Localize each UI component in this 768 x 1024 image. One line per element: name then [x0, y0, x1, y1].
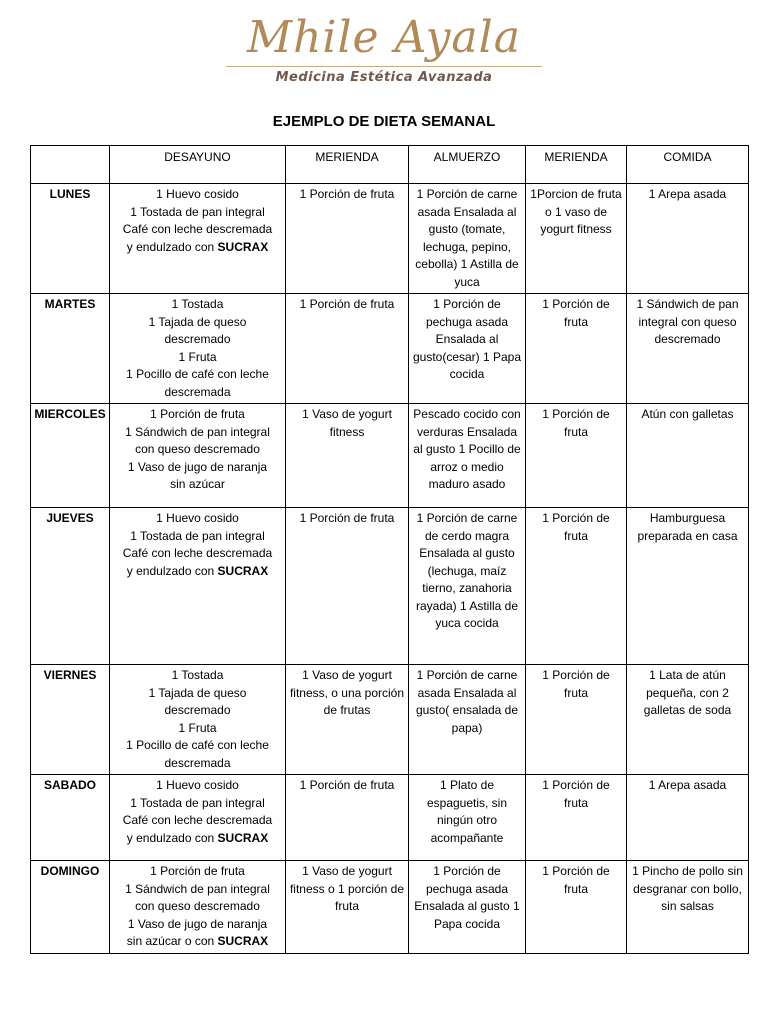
comida-cell — [627, 665, 749, 775]
almuerzo-cell-text: Pescado cocido con verduras Ensalada al gusto 1 Pocillo de arroz o medio maduro asado — [413, 407, 521, 491]
desayuno-line: 1 Pocillo de café con leche — [126, 367, 269, 381]
desayuno-line: con queso descremado — [135, 899, 260, 913]
day-cell: SABADO — [31, 775, 110, 861]
almuerzo-cell-text: 1 Porción de carne asada Ensalada al gusto (tomate, lechuga, pepino, cebolla) 1 Astilla de yuca — [415, 187, 519, 289]
merienda-1-cell-text: 1 Porción de fruta — [299, 297, 395, 311]
brand-name: Mhile Ayala — [247, 12, 521, 63]
comida-cell-text: 1 Arepa asada — [648, 778, 727, 792]
merienda-2-cell-text: 1 Porción de fruta — [542, 407, 610, 439]
desayuno-line: 1 Vaso de jugo de naranja — [127, 459, 268, 474]
header-desayuno: DESAYUNO — [110, 146, 286, 184]
merienda-1-cell — [286, 861, 409, 954]
merienda-2-cell — [526, 508, 627, 665]
desayuno-cell — [110, 665, 286, 775]
day-cell: DOMINGO — [31, 861, 110, 954]
day-cell: MARTES — [31, 294, 110, 404]
almuerzo-cell — [409, 294, 526, 404]
day-cell: VIERNES — [31, 665, 110, 775]
almuerzo-cell-text: 1 Plato de espaguetis, sin ningún otro acompañante — [426, 778, 508, 845]
almuerzo-cell — [409, 775, 526, 861]
almuerzo-cell-text: 1 Porción de carne de cerdo magra Ensalada al gusto (lechuga, maíz tierno, zanahoria rayada) 1 Astilla de yuca cocida — [415, 511, 519, 630]
almuerzo-cell-text: 1 Porción de pechuga asada Ensalada al gusto(cesar) 1 Papa cocida — [412, 297, 522, 381]
desayuno-line: con queso descremado — [135, 442, 260, 456]
almuerzo-cell — [409, 508, 526, 665]
merienda-2-cell-text: 1 Porción de fruta — [542, 511, 610, 543]
merienda-2-cell — [526, 294, 627, 404]
desayuno-line: sin azúcar o con SUCRAX — [126, 934, 269, 948]
merienda-2-cell-text: 1 Porción de fruta — [542, 668, 610, 700]
header-merienda-1: MERIENDA — [286, 146, 409, 184]
desayuno-line: 1 Fruta — [178, 349, 217, 364]
desayuno-line: descremado — [164, 703, 231, 717]
merienda-1-cell — [286, 294, 409, 404]
merienda-2-cell — [526, 861, 627, 954]
desayuno-line: 1 Porción de fruta — [150, 864, 245, 878]
desayuno-line: sin azúcar — [170, 477, 225, 491]
desayuno-line: 1 Tajada de queso — [148, 685, 247, 700]
table-row — [31, 404, 749, 508]
header-row — [31, 146, 749, 184]
clinic-logo — [0, 0, 768, 110]
logo-divider — [226, 66, 542, 67]
comida-cell — [627, 404, 749, 508]
table-row — [31, 184, 749, 294]
desayuno-line: 1 Tostada de pan integral — [130, 795, 265, 810]
desayuno-line: 1 Sándwich de pan integral — [125, 881, 270, 896]
merienda-1-cell — [286, 508, 409, 665]
desayuno-line: 1 Tostada de pan integral — [130, 204, 265, 219]
desayuno-line: y endulzado con SUCRAX — [126, 563, 269, 578]
comida-cell — [627, 861, 749, 954]
desayuno-line: 1 Tostada — [171, 668, 224, 682]
desayuno-line: 1 Huevo cosido — [156, 778, 239, 792]
merienda-1-cell-text: 1 Vaso de yogurt fitness — [302, 407, 392, 439]
diet-table — [30, 145, 749, 954]
comida-cell — [627, 508, 749, 665]
merienda-1-cell-text: 1 Porción de fruta — [299, 511, 395, 525]
merienda-2-cell-text: 1 Porción de fruta — [542, 864, 610, 896]
desayuno-line: 1 Pocillo de café con leche — [126, 738, 269, 752]
comida-cell — [627, 775, 749, 861]
desayuno-line: Café con leche descremada — [122, 813, 273, 827]
comida-cell-text: 1 Pincho de pollo sin desgranar con bollo, sin salsas — [632, 864, 743, 913]
comida-cell-text: 1 Sándwich de pan integral con queso descremado — [636, 297, 739, 346]
day-cell: JUEVES — [31, 508, 110, 665]
comida-cell-text: 1 Arepa asada — [648, 187, 727, 201]
merienda-1-cell — [286, 184, 409, 294]
desayuno-line: descremada — [164, 755, 231, 770]
desayuno-cell — [110, 508, 286, 665]
desayuno-line: descremado — [164, 332, 231, 346]
table-row — [31, 294, 749, 404]
desayuno-line: 1 Fruta — [178, 720, 217, 735]
merienda-2-cell — [526, 404, 627, 508]
desayuno-line: 1 Sándwich de pan integral — [125, 424, 270, 439]
merienda-1-cell-text: 1 Porción de fruta — [299, 187, 395, 201]
header-merienda-2: MERIENDA — [526, 146, 627, 184]
desayuno-cell — [110, 404, 286, 508]
desayuno-line: 1 Vaso de jugo de naranja — [127, 916, 268, 931]
comida-cell-text: 1 Lata de atún pequeña, con 2 galletas de soda — [643, 668, 732, 717]
table-row — [31, 665, 749, 775]
desayuno-line: descremada — [164, 384, 231, 399]
desayuno-line: 1 Tajada de queso — [148, 314, 247, 329]
desayuno-line: Café con leche descremada — [122, 222, 273, 236]
merienda-1-cell — [286, 665, 409, 775]
desayuno-cell — [110, 294, 286, 404]
almuerzo-cell — [409, 184, 526, 294]
header-comida: COMIDA — [627, 146, 749, 184]
merienda-2-cell-text: 1 Porción de fruta — [542, 778, 610, 810]
almuerzo-cell — [409, 861, 526, 954]
almuerzo-cell-text: 1 Porción de carne asada Ensalada al gusto( ensalada de papa) — [415, 668, 519, 735]
comida-cell-text: Hamburguesa preparada en casa — [637, 511, 738, 543]
merienda-2-cell — [526, 775, 627, 861]
desayuno-line: Café con leche descremada — [122, 546, 273, 560]
desayuno-line: y endulzado con SUCRAX — [126, 830, 269, 845]
table-row — [31, 861, 749, 954]
header-day — [31, 146, 110, 184]
merienda-2-cell-text: 1 Porción de fruta — [542, 297, 610, 329]
merienda-1-cell — [286, 775, 409, 861]
almuerzo-cell — [409, 665, 526, 775]
merienda-2-cell — [526, 184, 627, 294]
merienda-1-cell-text: 1 Vaso de yogurt fitness o 1 porción de fruta — [289, 864, 405, 913]
merienda-2-cell — [526, 665, 627, 775]
desayuno-line: y endulzado con SUCRAX — [126, 239, 269, 254]
desayuno-cell — [110, 184, 286, 294]
almuerzo-cell-text: 1 Porción de pechuga asada Ensalada al gusto 1 Papa cocida — [414, 864, 520, 931]
comida-cell — [627, 294, 749, 404]
page-title: EJEMPLO DE DIETA SEMANAL — [272, 113, 496, 130]
header-almuerzo: ALMUERZO — [409, 146, 526, 184]
desayuno-line: 1 Huevo cosido — [156, 187, 239, 201]
desayuno-line: 1 Tostada — [171, 297, 224, 311]
desayuno-line: 1 Porción de fruta — [150, 407, 245, 421]
merienda-1-cell-text: 1 Vaso de yogurt fitness, o una porción de frutas — [289, 668, 405, 717]
brand-tagline: Medicina Estética Avanzada — [275, 70, 493, 85]
day-cell: MIERCOLES — [31, 404, 110, 508]
desayuno-line: 1 Huevo cosido — [156, 511, 239, 525]
merienda-1-cell-text: 1 Porción de fruta — [299, 778, 395, 792]
merienda-1-cell — [286, 404, 409, 508]
comida-cell-text: Atún con galletas — [641, 407, 734, 421]
table-row — [31, 508, 749, 665]
table-row — [31, 775, 749, 861]
comida-cell — [627, 184, 749, 294]
merienda-2-cell-text: 1Porcion de fruta o 1 vaso de yogurt fitness — [530, 187, 622, 236]
desayuno-line: 1 Tostada de pan integral — [130, 528, 265, 543]
day-cell: LUNES — [31, 184, 110, 294]
almuerzo-cell — [409, 404, 526, 508]
desayuno-cell — [110, 861, 286, 954]
desayuno-cell — [110, 775, 286, 861]
